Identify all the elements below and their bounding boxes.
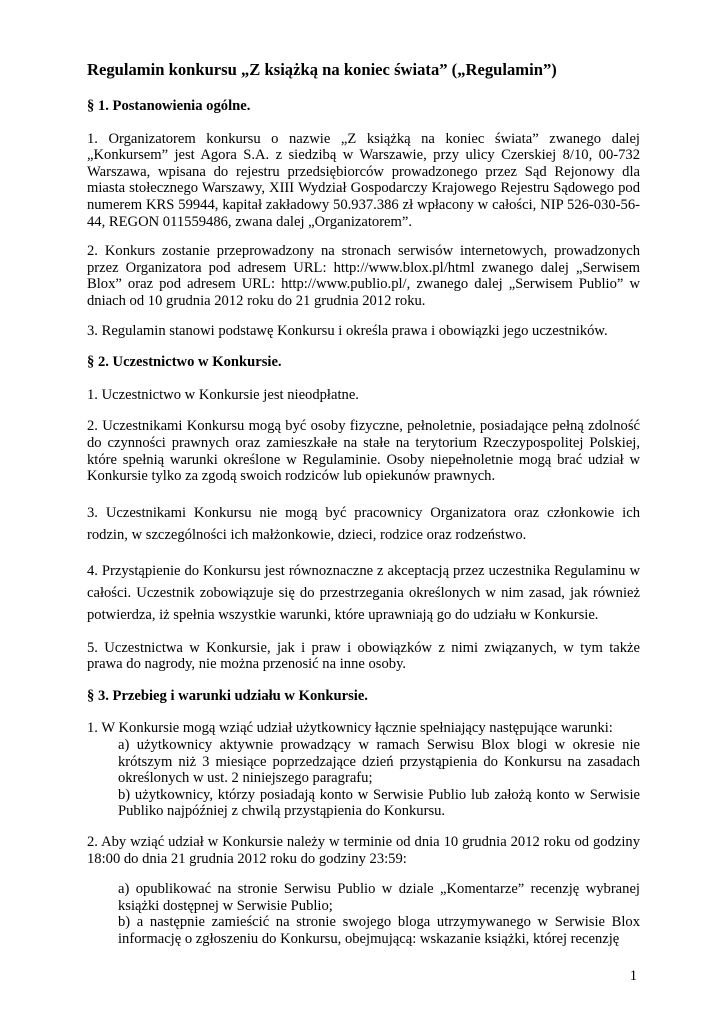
document-page [87, 60, 640, 948]
paragraph-1-2: 2. Konkurs zostanie przeprowadzony na stronach serwisów internetowych, prowadzonych przez Organizatora pod adresem URL: http://www.blox.pl/html zwanego dalej „Serwisem Blox” oraz pod adresem URL: http://www.publio.pl/, zwanego dalej „Serwisem Publio” w dniach od 10 grudnia 2012 roku do 21 grudnia 2012 roku. [87, 243, 640, 309]
list-item-3-1-a: a) użytkownicy aktywnie prowadzący w ramach Serwisu Blox blogi w okresie nie krótszym niż 3 miesiące poprzedzające dzień przystąpienia do Konkursu na zasadach określonych w ust. 2 niniejszego paragrafu; [118, 737, 640, 787]
paragraph-2-3: 3. Uczestnikami Konkursu nie mogą być pracownicy Organizatora oraz członkowie ich rodzin, w szczególności ich małżonkowie, dzieci, rodzice oraz rodzeństwo. [87, 504, 640, 543]
section-heading-2: § 2. Uczestnictwo w Konkursie. [87, 354, 282, 371]
paragraph-2-1: 1. Uczestnictwo w Konkursie jest nieodpłatne. [87, 386, 359, 403]
paragraph-3-2-intro: 2. Aby wziąć udział w Konkursie należy w terminie od dnia 10 grudnia 2012 roku od godziny 18:00 do dnia 21 grudnia 2012 roku do godziny 23:59: [87, 834, 640, 867]
paragraph-2-2: 2. Uczestnikami Konkursu mogą być osoby fizyczne, pełnoletnie, posiadające pełną zdolność do czynności prawnych oraz zamieszkałe na stałe na terytorium Rzeczypospolitej Polskiej, które spełnią warunki określone w Regulaminie. Osoby niepełnoletnie mogą brać udział w Konkursie tylko za zgodą swoich rodziców lub opiekunów prawnych. [87, 418, 640, 485]
paragraph-3-1-intro: 1. W Konkursie mogą wziąć udział użytkownicy łącznie spełniający następujące warunki: [87, 720, 613, 737]
paragraph-1-3: 3. Regulamin stanowi podstawę Konkursu i określa prawa i obowiązki jego uczestników. [87, 322, 608, 339]
section-heading-1: § 1. Postanowienia ogólne. [87, 98, 251, 114]
list-item-3-1-b: b) użytkownicy, którzy posiadają konto w Serwisie Publio lub założą konto w Serwisie Publiko najpóźniej z chwilą przystąpienia do Konkursu. [118, 786, 640, 820]
list-item-3-2-a: a) opublikować na stronie Serwisu Publio w dziale „Komentarze” recenzję wybranej książki dostępnej w Serwisie Publio; [118, 881, 640, 914]
section-heading-3: § 3. Przebieg i warunki udziału w Konkursie. [87, 687, 368, 704]
page-number: 1 [629, 968, 637, 984]
paragraph-2-4: 4. Przystąpienie do Konkursu jest równoznaczne z akceptacją przez uczestnika Regulaminu w całości. Uczestnik zobowiązuje się do przestrzegania określonych w nim zasad, jak również potwierdza, iż spełnia wszystkie warunki, które uprawniają go do udziału w Konkursie. [87, 562, 640, 623]
paragraph-1-1: 1. Organizatorem konkursu o nazwie „Z książką na koniec świata” zwanego dalej „Konkursem” jest Agora S.A. z siedzibą w Warszawie, przy ulicy Czerskiej 8/10, 00-732 Warszawa, wpisana do rejestru przedsiębiorców prowadzonego przez Sąd Rejonowy dla miasta stołecznego Warszawy, XIII Wydział Gospodarczy Krajowego Rejestru Sądowego pod numerem KRS 59944, kapitał zakładowy 50.937.386 zł wpłacony w całości, NIP 526-030-56-44, REGON 011559486, zwana dalej „Organizatorem”. [87, 130, 640, 230]
document-title: Regulamin konkursu „Z książką na koniec świata” („Regulamin”) [87, 60, 557, 79]
list-item-3-2-b: b) a następnie zamieścić na stronie swojego bloga utrzymywanego w Serwisie Blox informację o zgłoszeniu do Konkursu, obejmującą: wskazanie książki, której recenzję [118, 914, 640, 947]
paragraph-2-5: 5. Uczestnictwa w Konkursie, jak i praw i obowiązków z nimi związanych, w tym także prawa do nagrody, nie można przenosić na inne osoby. [87, 639, 640, 673]
spacer [87, 867, 640, 881]
